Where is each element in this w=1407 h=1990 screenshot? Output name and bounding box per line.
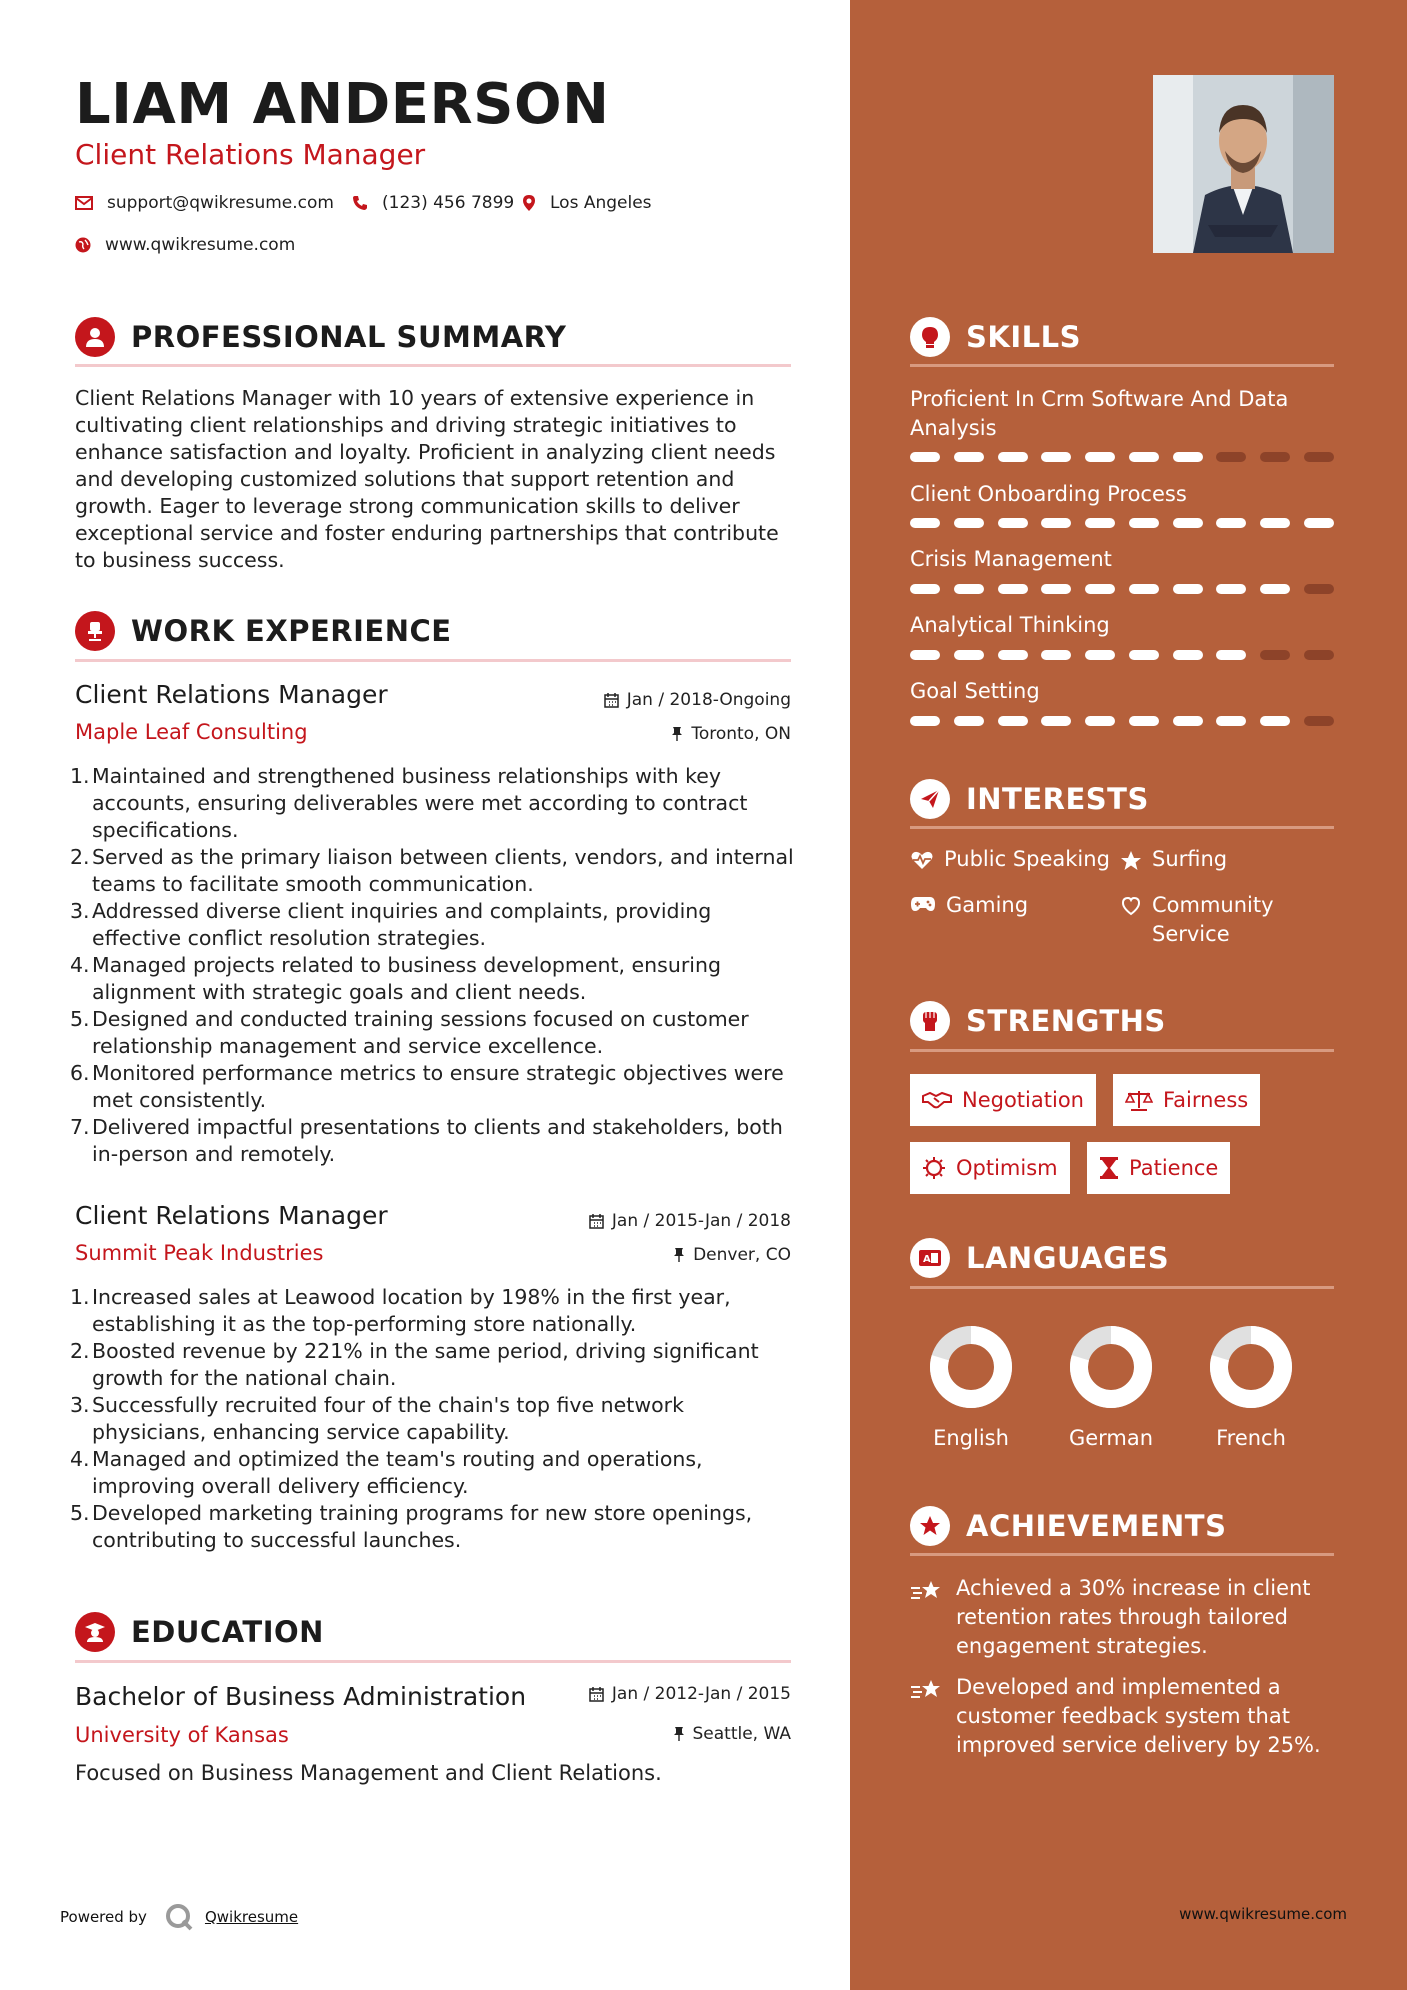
calendar-icon [589,1214,604,1229]
contact-location [522,193,652,213]
education-location-text: Seattle, WA [692,1724,791,1744]
graduate-icon [75,1612,115,1652]
job-title: Client Relations Manager [75,680,388,709]
education-location [673,1724,792,1744]
list-item: 2. Served as the primary liaison between clients, vendors, and internal teams to facilitate smooth communication. [70,845,794,896]
skill-rating-segment [954,650,984,660]
sun-icon [922,1156,946,1180]
education-divider [75,1660,791,1663]
skill-rating-segment [1216,716,1246,726]
interest-item: Community Service [1120,891,1300,949]
candidate-title: Client Relations Manager [75,138,426,171]
skill-rating-segment [1129,650,1159,660]
skill-rating-segment [954,716,984,726]
skill-rating-segment [910,650,940,660]
hourglass-icon [1099,1156,1119,1180]
education-dates [589,1684,791,1704]
interest-item: Gaming [910,891,1028,920]
interests-heading-text: INTERESTS [966,782,1149,816]
skill-rating-segment [1304,518,1334,528]
language-label: German [1068,1426,1154,1450]
achievement-item: Developed and implemented a customer feedback system that improved service delivery by 25%. [910,1673,1340,1760]
skill-rating-segment [1260,650,1290,660]
skill-rating-segment [998,452,1028,462]
skill-rating-segment [910,716,940,726]
skills-heading [910,317,1081,357]
skill-rating-segment [910,518,940,528]
skill-rating-segment [1260,452,1290,462]
skill-rating-segment [1041,716,1071,726]
summary-divider [75,364,791,367]
list-item: 5. Developed marketing training programs for new store openings, contributing to successful launches. [70,1501,753,1552]
skills-heading-text: SKILLS [966,320,1081,354]
strengths-heading-text: STRENGTHS [966,1004,1166,1038]
job-location [671,724,791,744]
languages-heading [910,1238,1169,1278]
map-marker-icon [522,194,536,212]
qwikresume-logo-icon [165,1903,193,1931]
skill-rating-segment [1260,584,1290,594]
skill-rating-segment [1304,584,1334,594]
sidebar [850,0,1407,1990]
achievements-heading-text: ACHIEVEMENTS [966,1509,1227,1543]
strength-badge: Negotiation [910,1074,1096,1126]
skill-rating-segment [1260,716,1290,726]
languages-heading-text: LANGUAGES [966,1241,1170,1275]
skill-rating-segment [1129,584,1159,594]
list-item: 1. Increased sales at Leawood location by 198% in the first year, establishing it as the top-performing store nationally. [70,1285,731,1336]
skill-rating-segment [1041,584,1071,594]
powered-by-label: Powered by [60,1908,147,1926]
pushpin-icon [671,726,683,742]
skill-rating [910,452,1334,462]
job-location [673,1245,791,1265]
list-item: 4. Managed projects related to business development, ensuring alignment with strategic goals and client needs. [70,953,721,1004]
skill-rating-segment [1041,650,1071,660]
svg-text:A: A [923,1254,931,1265]
language-label: English [933,1426,1009,1450]
achievement-item: Achieved a 30% increase in client retention rates through tailored engagement strategies. [910,1574,1340,1661]
skill-rating-segment [1129,518,1159,528]
calendar-icon [604,693,619,708]
heartbeat-icon [910,850,934,870]
heart-hands-icon [1120,896,1142,916]
pushpin-icon [673,1247,685,1263]
achievements-heading [910,1506,1226,1546]
skill-rating-segment [998,650,1028,660]
shooting-star-icon [910,1578,944,1604]
skill-rating [910,650,1334,660]
qwikresume-link[interactable]: Qwikresume [204,1908,299,1926]
skill-rating-segment [1085,716,1115,726]
strength-badge: Optimism [910,1142,1070,1194]
calendar-icon [589,1687,604,1702]
list-item: 2. Boosted revenue by 221% in the same period, driving significant growth for the national chain. [70,1339,759,1390]
skill-rating-segment [1129,716,1159,726]
skill-rating-segment [1173,452,1203,462]
location-text: Los Angeles [550,193,652,213]
skill-name: Crisis Management [910,547,1112,571]
contact-email[interactable] [75,193,334,213]
job-bullets [70,1284,794,1554]
pushpin-icon [673,1726,685,1742]
skill-rating-segment [998,716,1028,726]
skill-rating-segment [1216,584,1246,594]
skill-rating-segment [1304,650,1334,660]
skill-rating-segment [1041,518,1071,528]
website-text: www.qwikresume.com [105,235,296,255]
job-company: Summit Peak Industries [75,1241,324,1265]
language-label: French [1216,1426,1286,1450]
footer-url[interactable]: www.qwikresume.com [1179,1905,1347,1923]
list-item: 6. Monitored performance metrics to ensure strategic objectives were met consistently. [70,1061,784,1112]
strength-badge: Patience [1087,1142,1230,1194]
summary-text: Client Relations Manager with 10 years of extensive experience in cultivating client relationships and driving strategic initiatives to enhance satisfaction and loyalty. Proficient in analyzing client needs and developing customized solutions that support retention and growth. Eager to leverage strong communication skills to deliver exceptional service and foster enduring partnerships that contribute to business success. [75,386,779,572]
envelope-icon [75,196,93,210]
job-dates [589,1211,791,1231]
job-bullets [70,763,794,1168]
job-dates-text: Jan / 2015-Jan / 2018 [611,1211,791,1231]
job-location-text: Toronto, ON [691,724,791,744]
paper-plane-icon [910,779,950,819]
interest-item: Surfing [1120,845,1227,874]
skill-rating-segment [1085,518,1115,528]
email-text: support@qwikresume.com [107,193,334,213]
translate-icon [910,1238,950,1278]
skill-rating-segment [1085,650,1115,660]
language-proficiency-chart [928,1324,1014,1410]
contact-phone[interactable] [352,193,514,213]
skill-name: Analytical Thinking [910,613,1110,637]
interests-heading [910,779,1149,819]
languages-divider [910,1286,1334,1289]
skill-rating-segment [910,584,940,594]
user-icon [75,317,115,357]
skill-rating-segment [998,518,1028,528]
interest-item: Public Speaking [910,845,1110,874]
strength-badge: Fairness [1113,1074,1260,1126]
skill-rating-segment [954,518,984,528]
list-item: 3. Addressed diverse client inquiries and complaints, providing effective conflict resolution strategies. [70,899,712,950]
skill-name: Client Onboarding Process [910,482,1187,506]
skill-rating-segment [1216,452,1246,462]
skill-name: Goal Setting [910,679,1040,703]
skill-rating-segment [1173,518,1203,528]
fist-icon [910,1001,950,1041]
skill-rating [910,584,1334,594]
achievements-divider [910,1553,1334,1556]
skill-rating [910,716,1334,726]
skill-rating-segment [1173,650,1203,660]
language-proficiency-chart [1068,1324,1154,1410]
phone-text: (123) 456 7899 [382,193,515,213]
skill-rating-segment [1085,584,1115,594]
skill-rating-segment [1173,716,1203,726]
globe-icon [75,237,91,253]
language-proficiency-chart [1208,1324,1294,1410]
job-dates-text: Jan / 2018-Ongoing [626,690,791,710]
job-company: Maple Leaf Consulting [75,720,308,744]
education-dates-text: Jan / 2012-Jan / 2015 [611,1684,791,1704]
skill-rating-segment [1216,650,1246,660]
balance-scale-icon [1125,1089,1153,1111]
education-description: Focused on Business Management and Client Relations. [75,1761,662,1785]
star-icon [1120,850,1142,871]
profile-photo [1153,75,1334,253]
education-heading [75,1612,324,1652]
experience-heading [75,611,452,651]
list-item: 1. Maintained and strengthened business relationships with key accounts, ensuring deliverables were met according to contract specifications. [70,764,748,842]
job-title: Client Relations Manager [75,1201,388,1230]
skill-rating-segment [1304,452,1334,462]
job-location-text: Denver, CO [693,1245,791,1265]
list-item: 3. Successfully recruited four of the chain's top five network physicians, enhancing service capability. [70,1393,684,1444]
skill-rating-segment [1129,452,1159,462]
experience-heading-text: WORK EXPERIENCE [131,614,452,648]
skill-rating-segment [910,452,940,462]
handshake-icon [922,1090,952,1110]
skill-rating-segment [1216,518,1246,528]
skill-rating-segment [998,584,1028,594]
shooting-star-icon [910,1677,944,1703]
list-item: 4. Managed and optimized the team's routing and operations, improving overall delivery efficiency. [70,1447,703,1498]
award-star-icon [910,1506,950,1546]
gamepad-icon [910,896,936,912]
skill-name: Proficient In Crm Software And Data Analysis [910,387,1289,440]
list-item: 5. Designed and conducted training sessions focused on customer relationship management and service excellence. [70,1007,749,1058]
powered-by [60,1903,298,1931]
strengths-heading [910,1001,1166,1041]
contact-website[interactable] [75,235,295,255]
candidate-name: LIAM ANDERSON [75,72,610,137]
summary-heading [75,317,566,357]
school-name: University of Kansas [75,1723,289,1747]
strengths-divider [910,1049,1334,1052]
skill-rating-segment [1304,716,1334,726]
skill-rating-segment [954,452,984,462]
office-chair-icon [75,611,115,651]
skills-divider [910,364,1334,367]
list-item: 7. Delivered impactful presentations to clients and stakeholders, both in-person and remotely. [70,1115,783,1166]
interests-divider [910,826,1334,829]
job-dates [604,690,791,710]
lightbulb-icon [910,317,950,357]
skill-rating [910,518,1334,528]
education-heading-text: EDUCATION [131,1615,324,1649]
phone-icon [352,195,368,211]
skill-rating-segment [1173,584,1203,594]
degree-title: Bachelor of Business Administration [75,1682,527,1711]
skill-rating-segment [1041,452,1071,462]
skill-rating-segment [954,584,984,594]
skill-rating-segment [1260,518,1290,528]
skill-rating-segment [1085,452,1115,462]
experience-divider [75,659,791,662]
summary-heading-text: PROFESSIONAL SUMMARY [131,320,567,354]
